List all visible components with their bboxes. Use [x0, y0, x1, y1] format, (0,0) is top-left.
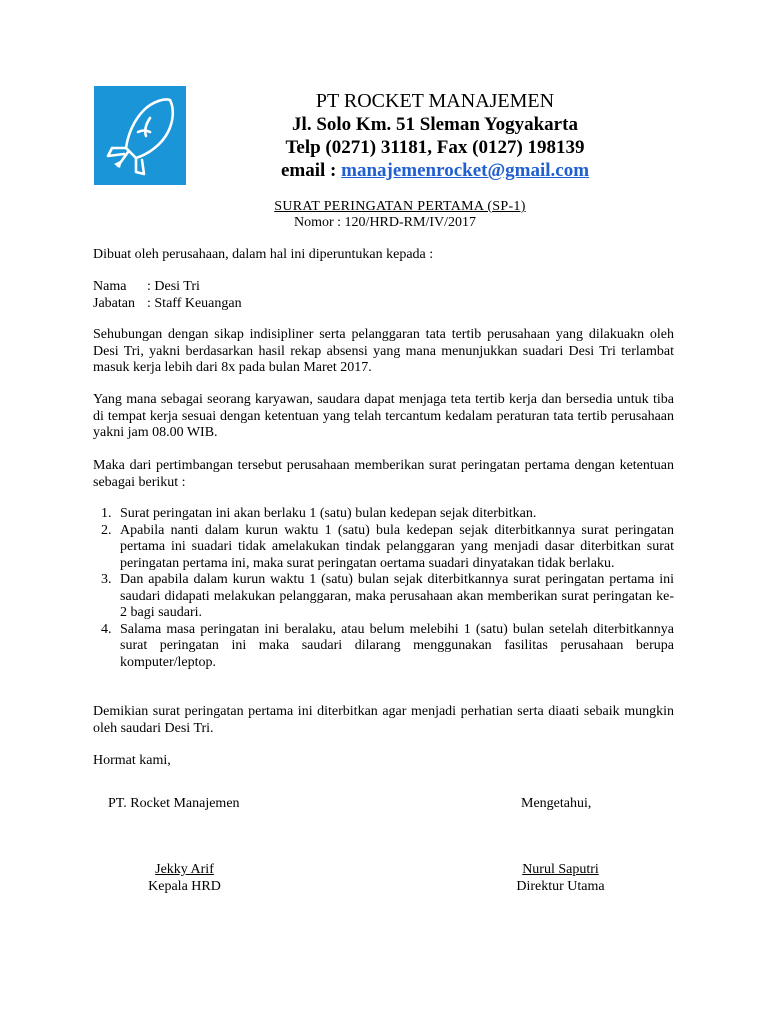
name-label: Nama — [93, 279, 127, 294]
list-item-number: 2. — [101, 522, 112, 538]
letter-number: Nomor : 120/HRD-RM/IV/2017 — [294, 215, 476, 230]
name-value: : Desi Tri — [147, 279, 200, 294]
paragraph-violation: Sehubungan dengan sikap indisipliner serta pelanggaran tata tertib perusahaan yang dilakuakn oleh Desi Tri, yakni berdasarkan hasil rekap absensi yang mana menunjukkan suadari Desi Tri terlambat masuk kerja lebih dari 8x pada bulan Maret 2017. — [93, 327, 674, 375]
intro-paragraph: Dibuat oleh perusahaan, dalam hal ini diperuntukan kepada : — [93, 247, 434, 262]
list-item-number: 1. — [101, 506, 112, 521]
position-value: : Staff Keuangan — [147, 296, 242, 311]
position-label: Jabatan — [93, 296, 135, 311]
signature-acknowledged: Mengetahui, — [521, 796, 592, 811]
company-email-line — [232, 160, 638, 182]
closing-paragraph: Demikian surat peringatan pertama ini diterbitkan agar menjadi perhatian serta diaati sebaik mungkin oleh saudari Desi Tri. — [93, 704, 674, 736]
company-name: PT ROCKET MANAJEMEN — [315, 90, 555, 112]
letter-title: SURAT PERINGATAN PERTAMA (SP-1) — [274, 199, 526, 214]
list-item-text: Surat peringatan ini akan berlaku 1 (satu) bulan kedepan sejak diterbitkan. — [120, 506, 537, 521]
signatory-name-director: Nurul Saputri — [522, 862, 599, 877]
position-field — [93, 296, 242, 313]
company-phone: Telp (0271) 31181, Fax (0127) 198139 — [285, 137, 585, 158]
email-label: email : — [280, 160, 342, 181]
signatory-role-director: Direktur Utama — [516, 879, 605, 894]
paragraph-decision: Maka dari pertimbangan tersebut perusahaan memberikan surat peringatan pertama dengan ketentuan sebagai berikut : — [93, 458, 674, 490]
list-item — [93, 622, 674, 672]
company-address: Jl. Solo Km. 51 Sleman Yogyakarta — [292, 114, 578, 135]
rocket-icon — [94, 86, 186, 185]
regards: Hormat kami, — [93, 753, 171, 768]
company-logo — [94, 86, 186, 185]
list-item — [93, 572, 674, 622]
list-item — [93, 506, 674, 523]
paragraph-rules: Yang mana sebagai seorang karyawan, saudara dapat menjaga teta tertib kerja dan bersedia untuk tiba di tempat kerja sesuai dengan ketentuan yang telah tercantum kedalam peraturan tata tertib perusahaan yakni jam 08.00 WIB. — [93, 392, 674, 440]
provisions-list — [93, 506, 674, 671]
list-item-text: Salama masa peringatan ini beralaku, atau belum melebihi 1 (satu) bulan setelah diterbitkannya surat peringatan ini maka saudari dilarang menggunakan fasilitas perusahaan berupa komputer/leptop. — [120, 621, 674, 670]
list-item — [93, 523, 674, 573]
name-field — [93, 279, 200, 296]
list-item-number: 4. — [101, 621, 112, 637]
signatory-role-hrd: Kepala HRD — [148, 879, 221, 894]
list-item-number: 3. — [101, 572, 112, 587]
signatory-name-hrd: Jekky Arif — [155, 862, 214, 877]
list-item-text: Apabila nanti dalam kurun waktu 1 (satu) bula kedepan sejak diterbitkannya surat peringatan pertama ini suadari tidak amelakukan tindak pelanggaran yang menjadi dasar diterbitkan surat peringatan pertama ini, maka surat peringatan oertama suadari dinyatakan tidak berlaku. — [120, 522, 674, 571]
email-link[interactable]: manajemenrocket@gmail.com — [341, 160, 590, 181]
list-item-text: Dan apabila dalam kurun waktu 1 (satu) bulan sejak diterbitkannya surat peringatan pertama ini saudari didapati melakukan pelanggaran, maka perusahaan akan memberikan surat peringatan ke-2 bagi saudari. — [120, 572, 674, 620]
signature-company: PT. Rocket Manajemen — [108, 796, 240, 811]
